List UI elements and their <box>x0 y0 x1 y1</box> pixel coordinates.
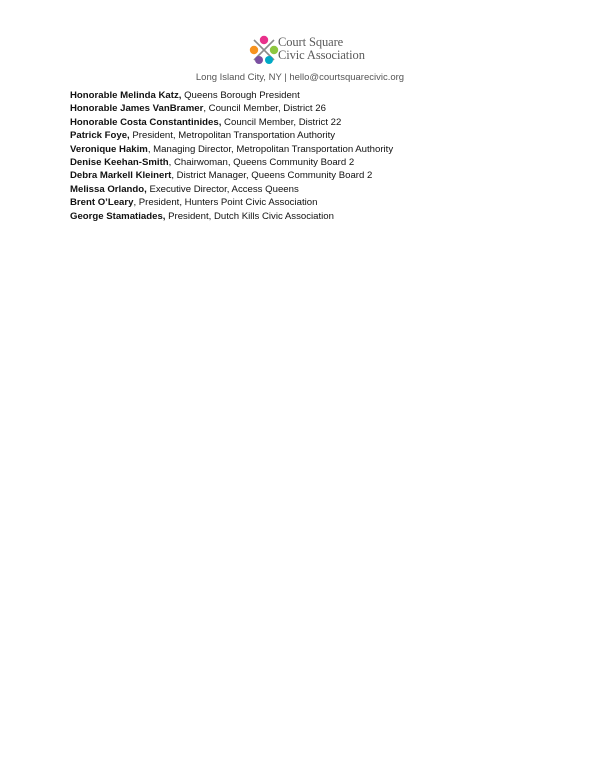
organization-logo <box>248 34 378 68</box>
recipient-name: George Stamatiades, <box>70 210 166 222</box>
recipient-name: Honorable Melinda Katz, <box>70 90 182 101</box>
letterhead <box>0 34 600 94</box>
recipient-item <box>70 89 393 102</box>
recipient-name: Brent O’Leary <box>70 197 134 209</box>
logo-line-2: Civic Association <box>278 48 365 62</box>
recipient-item <box>70 169 393 182</box>
recipient-list <box>70 89 393 223</box>
contact-line: Long Island City, NY | hello@courtsquarecivic.org <box>195 72 405 83</box>
recipient-title: , President, Hunters Point Civic Association <box>133 197 318 209</box>
logo-wordmark <box>278 36 365 62</box>
recipient-item <box>70 116 393 129</box>
recipient-title: , District Manager, Queens Community Board 2 <box>171 170 373 182</box>
recipient-name: Honorable Costa Constantinides, <box>70 116 222 128</box>
recipient-name: Melissa Orlando, <box>70 183 147 195</box>
logo-line-1: Court Square <box>278 35 344 49</box>
recipient-title: , Chairwoman, Queens Community Board 2 <box>168 157 355 169</box>
recipient-title: President, Metropolitan Transportation Authority <box>129 130 336 142</box>
recipient-title: , Council Member, District 26 <box>203 103 326 115</box>
recipient-title: , Managing Director, Metropolitan Transportation Authority <box>147 143 394 155</box>
recipient-item <box>70 210 393 223</box>
recipient-title: Executive Director, Access Queens <box>146 183 299 195</box>
recipient-item <box>70 196 393 209</box>
recipient-item <box>70 102 393 115</box>
recipient-name: Veronique Hakim <box>70 143 148 155</box>
recipient-title: Queens Borough President <box>181 90 300 101</box>
recipient-item <box>70 183 393 196</box>
recipient-item <box>70 129 393 142</box>
recipient-name: Denise Keehan-Smith <box>70 157 169 169</box>
recipient-item <box>70 143 393 156</box>
recipient-name: Debra Markell Kleinert <box>70 170 172 182</box>
recipient-name: Honorable James VanBramer <box>70 103 204 115</box>
recipient-title: Council Member, District 22 <box>221 116 342 128</box>
recipient-name: Patrick Foye, <box>70 130 130 142</box>
logo-flower-icon <box>248 34 280 66</box>
recipient-item <box>70 156 393 169</box>
recipient-title: President, Dutch Kills Civic Association <box>165 210 334 222</box>
